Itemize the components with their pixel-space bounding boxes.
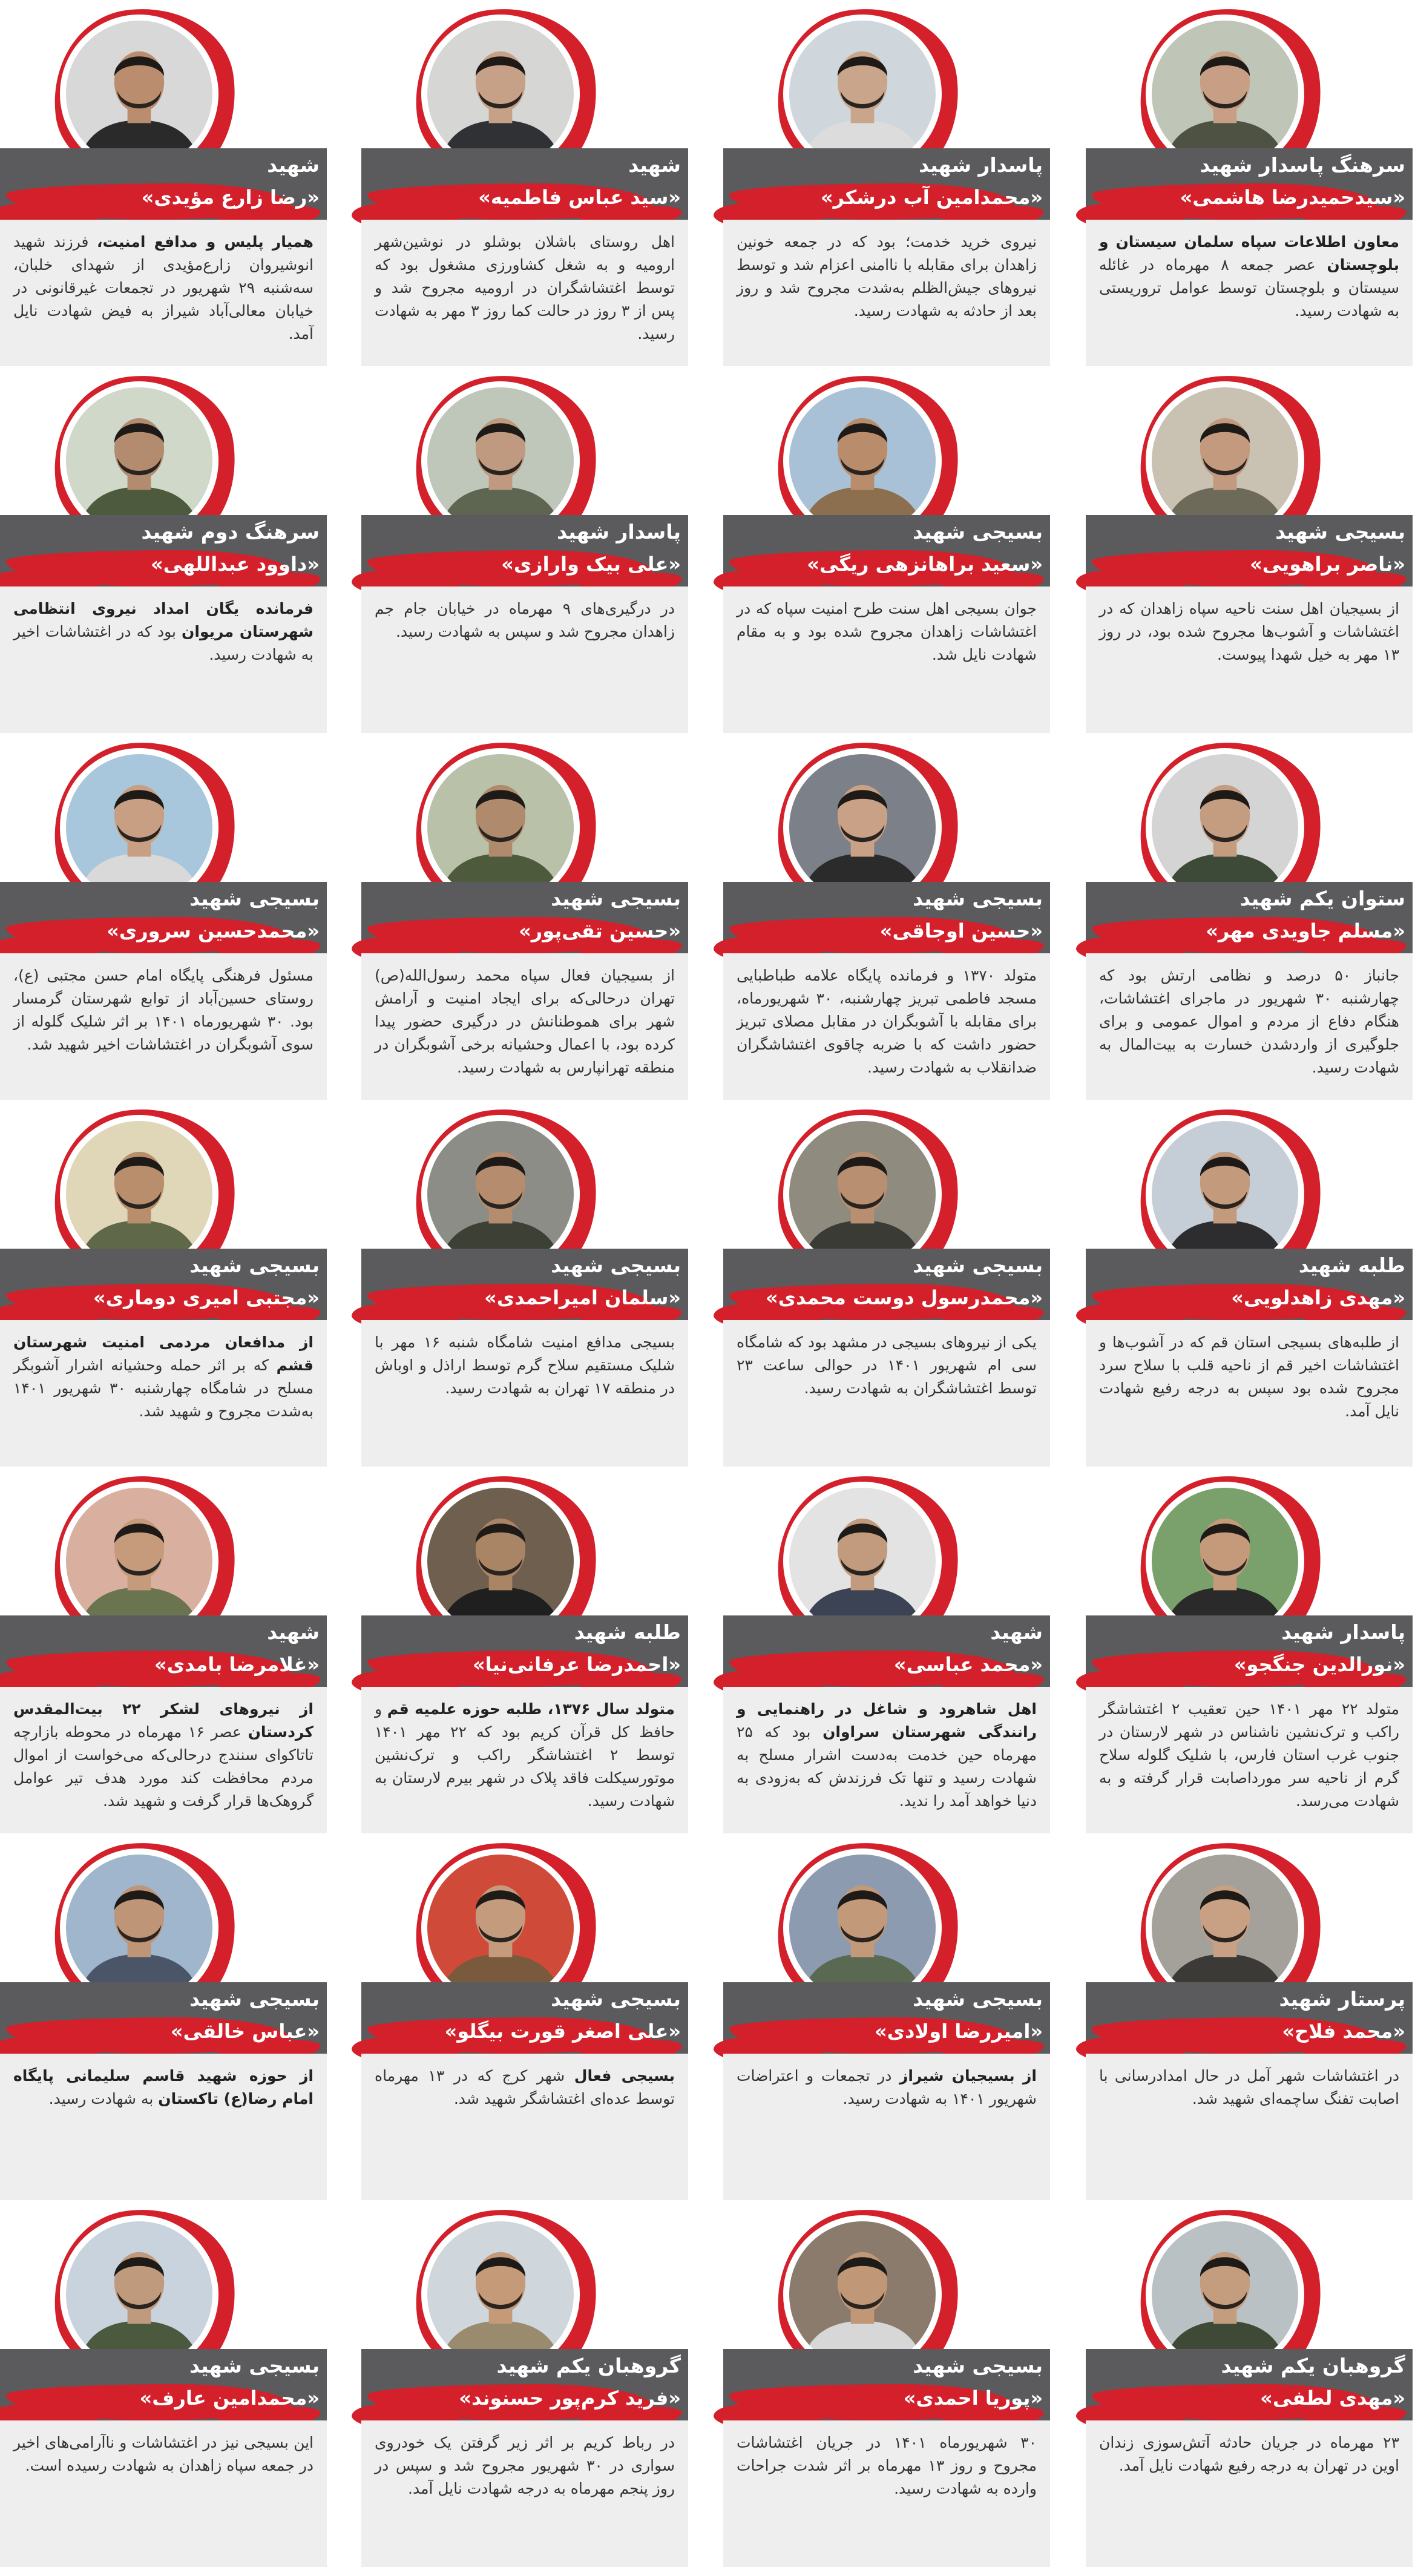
martyr-description — [737, 1698, 1037, 1813]
martyr-description — [375, 1331, 675, 1400]
martyr-rank: طلبه شهید — [1298, 1254, 1405, 1277]
name-banner — [0, 882, 327, 953]
martyr-card — [723, 746, 1050, 1109]
description-box — [723, 586, 1050, 733]
martyr-rank: بسیجی شهید — [189, 887, 320, 910]
martyr-description — [737, 597, 1037, 666]
portrait-photo — [427, 1488, 574, 1634]
martyr-description — [737, 1331, 1037, 1400]
description-body: بود که در اغتشاشات اخیر به شهادت رسید. — [13, 623, 314, 663]
martyr-card — [361, 379, 688, 742]
martyr-rank: بسیجی شهید — [913, 520, 1043, 544]
martyr-name: «حسین اوجاقی» — [879, 919, 1043, 942]
martyr-card — [723, 12, 1050, 375]
portrait-illustration — [66, 754, 212, 901]
portrait-photo — [1152, 1855, 1298, 2001]
description-body: از بسیجیان اهل سنت ناحیه سپاه زاهدان که در اغتشاشات و آشوب‌ها مجروح شده بود، در روز ۱۳ مهر به خیل شهدا پیوست. — [1099, 600, 1399, 663]
martyr-card — [1086, 1112, 1413, 1476]
description-body: متولد ۲۲ مهر ۱۴۰۱ حین تعقیب ۲ اغتشاشگر راکب و ترک‌نشین ناشناس در شهر لارستان در جنوب غرب استان فارس، با شلیک گلوله سلاح گرم از ناحیه سر مورداصابت قرار گرفته و به شهادت می‌رسد. — [1099, 1700, 1399, 1810]
description-box — [723, 1687, 1050, 1833]
portrait-photo — [1152, 2221, 1298, 2368]
martyr-rank: بسیجی شهید — [551, 887, 681, 910]
martyr-description — [13, 1331, 314, 1423]
portrait-photo — [789, 1855, 936, 2001]
name-banner — [1086, 515, 1413, 586]
name-banner — [723, 1982, 1050, 2054]
description-box — [0, 953, 327, 1100]
description-box — [1086, 2420, 1413, 2567]
name-banner — [0, 1982, 327, 2054]
martyr-description — [737, 231, 1037, 323]
martyr-name: «سید عباس فاطمیه» — [478, 186, 681, 209]
description-box — [361, 1687, 688, 1833]
portrait-illustration — [1152, 1488, 1298, 1634]
name-banner — [361, 1982, 688, 2054]
portrait-illustration — [1152, 387, 1298, 534]
portrait-photo — [427, 387, 574, 534]
description-lead: اهل شاهرود و شاغل در راهنمایی و رانندگی شهرستان سراوان — [737, 1700, 1037, 1741]
martyr-description — [13, 964, 314, 1056]
martyr-description — [375, 964, 675, 1079]
description-box — [0, 1687, 327, 1833]
description-body: ۲۳ مهرماه در جریان حادثه آتش‌سوزی زندان اوین در تهران به درجه رفیع شهادت نایل آمد. — [1099, 2434, 1399, 2474]
description-box — [361, 953, 688, 1100]
description-lead: همیار پلیس و مدافع امنیت، — [96, 233, 314, 251]
description-lead: متولد سال ۱۳۷۶، طلبه حوزه علمیه قم — [387, 1700, 675, 1718]
description-box — [1086, 2054, 1413, 2200]
name-banner — [361, 515, 688, 586]
description-body: شهر کرج که در ۱۳ مهرماه توسط عده‌ای اغتشاشگر شهید شد. — [375, 2067, 675, 2108]
description-body: از طلبه‌های بسیجی استان قم که در آشوب‌ها و اغتشاشات اخیر قم از ناحیه قلب با سلاح سرد مجروح شده بود سپس به درجه رفیع شهادت نایل آمد. — [1099, 1333, 1399, 1420]
martyr-rank: شهید — [267, 153, 320, 177]
portrait-illustration — [427, 2221, 574, 2368]
name-banner — [1086, 1615, 1413, 1687]
portrait-photo — [66, 21, 212, 167]
martyr-name: «غلامرضا بامدی» — [154, 1653, 320, 1676]
portrait-illustration — [789, 21, 936, 167]
martyr-name: «محمدامین عارف» — [139, 2387, 320, 2410]
name-banner — [723, 148, 1050, 220]
description-box — [1086, 1687, 1413, 1833]
martyr-description — [737, 2065, 1037, 2111]
portrait-illustration — [789, 754, 936, 901]
description-body: اهل روستای باشلان بوشلو در نوشین‌شهر ارومیه و به شغل کشاورزی مشغول بود که توسط اغتشاشگران در ارومیه مجروح شد و پس از ۳ روز در حالت کما روز ۳ مهر به شهادت رسید. — [375, 233, 675, 343]
martyr-description — [13, 231, 314, 346]
martyr-name: «محمدحسین سروری» — [107, 919, 320, 942]
martyr-card — [0, 2213, 327, 2576]
description-lead: از حوزه شهید قاسم سلیمانی پایگاه امام رضا(ع) تاکستان — [13, 2067, 314, 2108]
description-box — [1086, 220, 1413, 366]
martyr-rank: طلبه شهید — [574, 1620, 681, 1644]
portrait-illustration — [1152, 2221, 1298, 2368]
portrait-photo — [789, 1121, 936, 1267]
portrait-illustration — [427, 21, 574, 167]
portrait-illustration — [427, 754, 574, 901]
description-body: به شهادت رسید. — [48, 2090, 154, 2108]
martyr-rank: بسیجی شهید — [189, 1987, 320, 2011]
portrait-photo — [1152, 754, 1298, 901]
martyr-description — [1099, 2065, 1399, 2111]
portrait-photo — [427, 754, 574, 901]
portrait-illustration — [66, 2221, 212, 2368]
martyr-card — [1086, 2213, 1413, 2576]
portrait-photo — [789, 754, 936, 901]
martyr-description — [1099, 1698, 1399, 1813]
martyr-name: «نورالدین جنگجو» — [1233, 1653, 1405, 1676]
description-body: از بسیجیان فعال سپاه محمد رسول‌الله(ص) تهران درحالی‌که برای ایجاد امنیت و آرامش شهر برای هموطنانش در درگیری حضور پیدا کرده بود، با اعمال وحشیانه برخی آشوبگران در منطقه تهرانپارس به شهادت رسید. — [375, 967, 675, 1076]
description-box — [361, 220, 688, 366]
portrait-illustration — [427, 1121, 574, 1267]
portrait-illustration — [1152, 21, 1298, 167]
martyr-rank: شهید — [628, 153, 681, 177]
portrait-illustration — [789, 1121, 936, 1267]
description-body: بود که ۲۵ مهرماه حین خدمت به‌دست اشرار مسلح به شهادت رسید و تنها تک فرزندش که به‌زودی به دنیا خواهد آمد را ندید. — [737, 1723, 1037, 1810]
portrait-illustration — [66, 1121, 212, 1267]
description-body: فرزند شهید انوشیروان زارع‌مؤیدی از شهدای خلبان، سه‌شنبه ۲۹ شهریور در تجمعات غیرقانونی در خیابان معالی‌آباد شیراز به فیض شهادت نایل آمد. — [13, 233, 314, 343]
portrait-illustration — [789, 1488, 936, 1634]
portrait-illustration — [66, 387, 212, 534]
description-lead: فرمانده یگان امداد نیروی انتظامی شهرستان مریوان — [13, 600, 314, 640]
description-body: در اغتشاشات شهر آمل در حال امدادرسانی با اصابت تفنگ ساچمه‌ای شهید شد. — [1099, 2067, 1399, 2108]
martyr-card — [723, 379, 1050, 742]
martyr-rank: بسیجی شهید — [913, 1987, 1043, 2011]
portrait-photo — [66, 2221, 212, 2368]
martyr-card — [0, 1479, 327, 1842]
martyr-description — [375, 231, 675, 346]
portrait-photo — [1152, 21, 1298, 167]
description-body: در تجمعات و اعتراضات شهریور ۱۴۰۱ به شهادت رسید. — [737, 2067, 1037, 2108]
name-banner — [0, 1615, 327, 1687]
description-box — [723, 2420, 1050, 2567]
description-body: عصر ۱۶ مهرماه در محوطه بازارچه تاتاکوای سنندج درحالی‌که می‌خواست از اموال مردم محافظت کند مورد هدف تیر عوامل گروهک‌ها قرار گرفت و شهید شد. — [13, 1723, 314, 1810]
martyr-description — [13, 2065, 314, 2111]
portrait-photo — [427, 21, 574, 167]
name-banner — [361, 2349, 688, 2420]
martyr-description — [737, 2431, 1037, 2500]
martyr-name: «ناصر براهویی» — [1250, 553, 1405, 576]
portrait-illustration — [789, 2221, 936, 2368]
martyr-name: «مهدی لطفی» — [1260, 2387, 1405, 2410]
description-body: جوان بسیجی اهل سنت طرح امنیت سپاه که در اغتشاشات زاهدان مجروح شده بود و به مقام شهادت نایل شد. — [737, 600, 1037, 663]
martyr-rank: بسیجی شهید — [913, 2354, 1043, 2377]
name-banner — [723, 1249, 1050, 1320]
martyr-rank: بسیجی شهید — [551, 1987, 681, 2011]
martyr-rank: شهید — [267, 1620, 320, 1644]
description-body: ۳۰ شهریورماه ۱۴۰۱ در جریان اغتشاشات مجروح و روز ۱۳ مهرماه بر اثر شدت جراحات وارده به شهادت رسید. — [737, 2434, 1037, 2497]
portrait-illustration — [1152, 1121, 1298, 1267]
martyr-description — [375, 2065, 675, 2111]
martyr-rank: سرهنگ دوم شهید — [141, 520, 320, 544]
martyr-description — [1099, 597, 1399, 666]
description-lead: از نیروهای لشکر ۲۲ بیت‌المقدس کردستان — [13, 1700, 314, 1741]
martyr-card — [723, 2213, 1050, 2576]
description-box — [361, 586, 688, 733]
martyr-description — [375, 1698, 675, 1813]
name-banner — [723, 2349, 1050, 2420]
name-banner — [1086, 1249, 1413, 1320]
portrait-photo — [66, 1855, 212, 2001]
description-box — [1086, 1320, 1413, 1467]
portrait-illustration — [1152, 1855, 1298, 2001]
portrait-photo — [66, 754, 212, 901]
description-box — [723, 2054, 1050, 2200]
martyr-card — [361, 1846, 688, 2209]
description-body: جانباز ۵۰ درصد و نظامی ارتش بود که چهارشنبه ۳۰ شهریور در ماجرای اغتشاشات، هنگام دفاع از مردم و اموال عمومی و برای جلوگیری از واردشدن خسارت به بیت‌المال به شهادت رسید. — [1099, 967, 1399, 1076]
portrait-photo — [789, 387, 936, 534]
martyr-card — [361, 1112, 688, 1476]
martyr-description — [13, 597, 314, 666]
portrait-photo — [1152, 1121, 1298, 1267]
martyr-rank: ستوان یکم شهید — [1239, 887, 1405, 910]
martyr-rank: بسیجی شهید — [189, 1254, 320, 1277]
martyr-description — [13, 2431, 314, 2477]
description-box — [0, 2054, 327, 2200]
description-box — [723, 1320, 1050, 1467]
martyr-name: «فرید کرم‌پور حسنوند» — [459, 2387, 681, 2410]
description-body: یکی از نیروهای بسیجی در مشهد بود که شامگاه سی ام شهریور ۱۴۰۱ در حوالی ساعت ۲۳ توسط اغتشاشگران به شهادت رسید. — [737, 1333, 1037, 1397]
description-body: این بسیجی نیز در اغتشاشات و ناآرامی‌های اخیر در جمعه سپاه زاهدان به شهادت رسیده است. — [13, 2434, 314, 2474]
martyr-description — [1099, 1331, 1399, 1423]
martyr-name: «سعید براهانزهی ریگی» — [807, 553, 1043, 576]
martyr-rank: پرستار شهید — [1279, 1987, 1405, 2011]
martyr-card — [1086, 746, 1413, 1109]
martyr-rank: بسیجی شهید — [189, 2354, 320, 2377]
martyr-card — [723, 1479, 1050, 1842]
martyr-card — [1086, 1479, 1413, 1842]
description-box — [361, 2420, 688, 2567]
martyr-name: «داوود عبداللهی» — [150, 553, 320, 576]
martyr-name: «محمد عباسی» — [893, 1653, 1043, 1676]
description-body: و حافظ کل قرآن کریم بود که ۲۲ مهر ۱۴۰۱ توسط ۲ اغتشاشگر راکب و ترک‌نشین موتورسیکلت فاقد پلاک در شهر بیرم لارستان به شهادت رسید. — [375, 1700, 675, 1810]
name-banner — [0, 515, 327, 586]
martyr-card — [723, 1846, 1050, 2209]
name-banner — [1086, 882, 1413, 953]
martyr-rank: گروهبان یکم شهید — [1221, 2354, 1405, 2377]
description-box — [1086, 586, 1413, 733]
name-banner — [723, 882, 1050, 953]
description-body: متولد ۱۳۷۰ و فرمانده پایگاه علامه طباطبایی مسجد فاطمی تبریز چهارشنبه، ۳۰ شهریورماه، برای مقابله با آشوبگران در مقابل مصلای تبریز حضور داشت که با ضربه چاقوی اغتشاشگران ضدانقلاب به شهادت رسید. — [737, 967, 1037, 1076]
martyr-card — [0, 12, 327, 375]
martyr-card — [361, 12, 688, 375]
martyr-card — [0, 379, 327, 742]
martyr-name: «محمدامین آب درشکر» — [820, 186, 1043, 209]
portrait-photo — [1152, 387, 1298, 534]
description-box — [723, 220, 1050, 366]
martyr-name: «پوریا احمدی» — [903, 2387, 1043, 2410]
martyr-name: «سلمان امیراحمدی» — [484, 1286, 681, 1309]
martyr-name: «مهدی زاهدلویی» — [1231, 1286, 1405, 1309]
name-banner — [1086, 2349, 1413, 2420]
martyr-name: «امیررضا اولادی» — [874, 2020, 1043, 2043]
martyr-rank: بسیجی شهید — [551, 1254, 681, 1277]
description-box — [723, 953, 1050, 1100]
description-lead: معاون اطلاعات سپاه سلمان سیستان و بلوچستان — [1099, 233, 1400, 274]
name-banner — [0, 1249, 327, 1320]
martyr-card — [1086, 12, 1413, 375]
name-banner — [723, 1615, 1050, 1687]
name-banner — [361, 1615, 688, 1687]
description-box — [0, 220, 327, 366]
description-body: عصر جمعه ۸ مهرماه در غائله سیستان و بلوچستان توسط عوامل تروریستی به شهادت رسید. — [1099, 256, 1399, 320]
martyr-description — [375, 597, 675, 643]
name-banner — [361, 1249, 688, 1320]
portrait-illustration — [427, 1855, 574, 2001]
martyr-name: «عباس خالقی» — [170, 2020, 320, 2043]
description-box — [0, 1320, 327, 1467]
martyr-card — [361, 1479, 688, 1842]
martyr-rank: پاسدار شهید — [1281, 1620, 1405, 1644]
portrait-photo — [427, 1855, 574, 2001]
martyr-rank: پاسدار شهید — [557, 520, 681, 544]
description-body: مسئول فرهنگی پایگاه امام حسن مجتبی (ع)، روستای حسین‌آباد از توابع شهرستان گرمسار بود. ۳۰ شهریورماه ۱۴۰۱ بر اثر شلیک گلوله از سوی آشوبگران در اغتشاشات اخیر شهید شد. — [13, 967, 314, 1053]
portrait-photo — [66, 1121, 212, 1267]
martyr-card — [0, 1112, 327, 1476]
martyr-rank: بسیجی شهید — [1275, 520, 1405, 544]
portrait-illustration — [427, 387, 574, 534]
description-box — [0, 586, 327, 733]
martyr-description — [13, 1698, 314, 1813]
portrait-photo — [789, 1488, 936, 1634]
martyr-rank: سرهنگ پاسدار شهید — [1200, 153, 1405, 177]
martyr-description — [1099, 2431, 1399, 2477]
name-banner — [361, 148, 688, 220]
portrait-illustration — [1152, 754, 1298, 901]
martyr-description — [737, 964, 1037, 1079]
portrait-photo — [66, 1488, 212, 1634]
description-box — [361, 2054, 688, 2200]
martyr-rank: بسیجی شهید — [913, 887, 1043, 910]
description-lead: بسیجی فعال — [574, 2067, 675, 2085]
description-box — [361, 1320, 688, 1467]
name-banner — [1086, 1982, 1413, 2054]
martyr-name: «سیدحمیدرضا هاشمی» — [1180, 186, 1405, 209]
description-lead: از بسیجیان شیراز — [899, 2067, 1037, 2085]
martyr-card — [723, 1112, 1050, 1476]
description-lead: از مدافعان مردمی امنیت شهرستان قشم — [13, 1333, 314, 1374]
martyr-name: «رضا زارع مؤیدی» — [141, 186, 320, 209]
martyr-name: «علی بیک وارازی» — [501, 553, 681, 576]
portrait-illustration — [789, 387, 936, 534]
name-banner — [0, 148, 327, 220]
portrait-photo — [66, 387, 212, 534]
martyr-name: «مجتبی امیری دوماری» — [93, 1286, 320, 1309]
description-body: نیروی خرید خدمت؛ بود که در جمعه خونین زاهدان برای مقابله با ناامنی اعزام شد و توسط نیروهای جیش‌الظلم به‌شدت مجروح شد و روز بعد از حادثه به شهادت رسید. — [737, 233, 1037, 320]
description-body: بسیجی مدافع امنیت شامگاه شنبه ۱۶ مهر با شلیک مستقیم سلاح گرم توسط اراذل و اوباش در منطقه ۱۷ تهران به شهادت رسید. — [375, 1333, 675, 1397]
martyr-name: «مسلم جاویدی مهر» — [1206, 919, 1405, 942]
martyr-card — [1086, 1846, 1413, 2209]
name-banner — [361, 882, 688, 953]
martyr-card — [361, 746, 688, 1109]
martyr-name: «حسین تقی‌پور» — [519, 919, 681, 942]
description-box — [0, 2420, 327, 2567]
martyr-description — [1099, 231, 1399, 323]
portrait-photo — [1152, 1488, 1298, 1634]
portrait-illustration — [66, 21, 212, 167]
portrait-illustration — [427, 1488, 574, 1634]
martyr-name: «محمدرسول دوست محمدی» — [766, 1286, 1043, 1309]
portrait-illustration — [66, 1488, 212, 1634]
portrait-illustration — [66, 1855, 212, 2001]
martyr-name: «علی اصغر قورت بیگلو» — [444, 2020, 681, 2043]
portrait-photo — [427, 1121, 574, 1267]
martyr-rank: بسیجی شهید — [913, 1254, 1043, 1277]
description-body: که بر اثر حمله وحشیانه اشرار آشوبگر مسلح در شامگاه چهارشنبه ۳۰ شهریور ۱۴۰۱ به‌شدت مجروح و شهید شد. — [13, 1356, 314, 1420]
portrait-illustration — [789, 1855, 936, 2001]
martyr-card — [0, 746, 327, 1109]
martyr-card — [361, 2213, 688, 2576]
martyr-card — [1086, 379, 1413, 742]
name-banner — [723, 515, 1050, 586]
martyr-rank: پاسدار شهید — [919, 153, 1043, 177]
name-banner — [1086, 148, 1413, 220]
description-body: در رباط کریم بر اثر زیر گرفتن یک خودروی سواری در ۳۰ شهریور مجروح شد و سپس در روز پنجم مهرماه به درجه شهادت نایل آمد. — [375, 2434, 675, 2497]
portrait-photo — [789, 2221, 936, 2368]
description-box — [1086, 953, 1413, 1100]
martyr-name: «محمد فلاح» — [1282, 2020, 1405, 2043]
description-body: در درگیری‌های ۹ مهرماه در خیابان جام جم زاهدان مجروح شد و سپس به شهادت رسید. — [375, 600, 675, 640]
martyr-card — [0, 1846, 327, 2209]
martyr-name: «احمدرضا عرفانی‌نیا» — [472, 1653, 681, 1676]
martyr-description — [375, 2431, 675, 2500]
martyr-rank: گروهبان یکم شهید — [496, 2354, 681, 2377]
martyr-rank: شهید — [990, 1620, 1043, 1644]
portrait-photo — [427, 2221, 574, 2368]
portrait-photo — [789, 21, 936, 167]
name-banner — [0, 2349, 327, 2420]
martyr-description — [1099, 964, 1399, 1079]
